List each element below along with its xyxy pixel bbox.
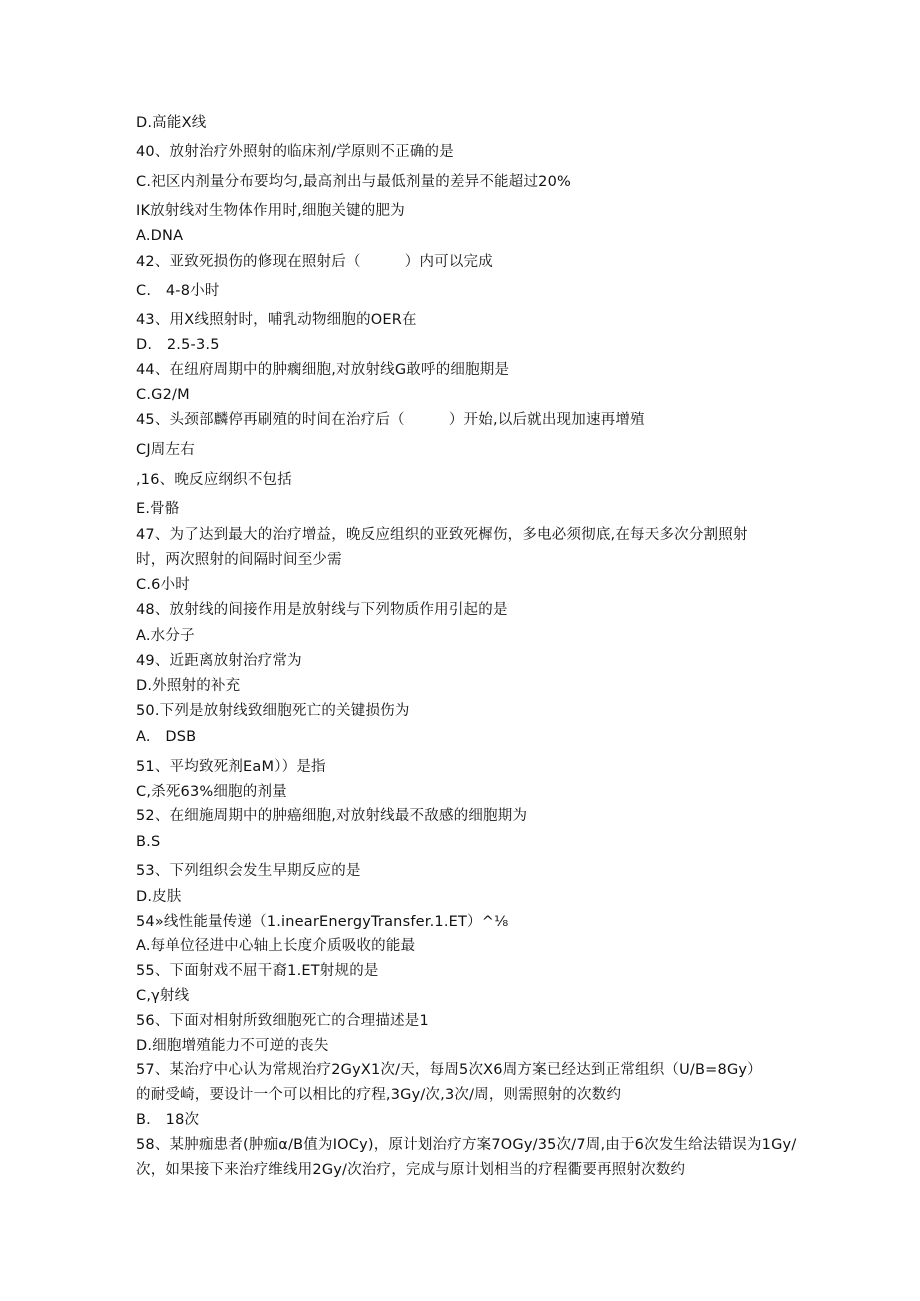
question-line: 48、放射线的间接作用是放射线与下列物质作用引起的是 (136, 602, 508, 618)
question-line: 42、亚致死损伤的修现在照射后（ ）内可以完成 (136, 254, 493, 270)
answer-line: C. 4-8小时 (136, 283, 220, 299)
question-line-continued: 时，两次照射的间隔时间至少需 (136, 552, 342, 568)
question-line: 50.下列是放射线致细胞死亡的关键损伤为 (136, 703, 410, 719)
answer-line: A. DSB (136, 729, 197, 745)
answer-line: D.细胞增殖能力不可逆的丧失 (136, 1038, 329, 1054)
question-line: 56、下面对相射所致细胞死亡的合理描述是1 (136, 1013, 429, 1029)
question-line: 58、某肿痂患者(肿痂α/B值为IOCy)，原计划治疗方案7OGy/35次/7周,由于6次发生给法错误为1Gy/ (136, 1137, 797, 1153)
question-line: 47、为了达到最大的治疗增益，晚反应组织的亚致死樨伤，多电必须彻底,在每天多次分割照射 (136, 527, 748, 543)
question-line: 52、在细施周期中的肿癌细胞,对放射线最不敌感的细胞期为 (136, 808, 528, 824)
answer-line: A.DNA (136, 228, 184, 244)
question-line-continued: 次，如果接下来治疗维线用2Gy/次治疗，完成与原计划相当的疗程衢要再照射次数约 (136, 1162, 686, 1178)
question-line: 49、近距离放射治疗常为 (136, 653, 302, 669)
answer-line: C,γ射线 (136, 988, 190, 1004)
question-line: 54»线性能量传递（1.inearEnergyTransfer.1.ET）^⅛ (136, 914, 509, 930)
answer-line: C.G2/M (136, 387, 190, 403)
answer-line: B.S (136, 834, 161, 850)
question-line: 43、用X线照射时，哺乳动物细胞的OER在 (136, 312, 417, 328)
question-line: ,16、晚反应纲织不包括 (136, 472, 292, 488)
answer-line: A.每单位径进中心轴上长度介质吸收的能最 (136, 938, 416, 954)
question-line: IK放射线对生物体作用时,细胞关键的肥为 (136, 203, 405, 219)
question-line: 45、头颈部麟停再刷殖的时间在治疗后（ ）开始,以后就出现加速再增殖 (136, 412, 645, 428)
answer-line: B. 18次 (136, 1112, 200, 1128)
answer-line: C.祀区内剂量分布要均匀,最高剂出与最低剂量的差异不能超过20% (136, 174, 571, 190)
answer-line: A.水分子 (136, 628, 195, 644)
answer-line: E.骨骼 (136, 501, 180, 517)
question-line: 40、放射治疗外照射的临床剂/学原则不正确的是 (136, 144, 454, 160)
answer-line: D.外照射的补充 (136, 678, 241, 694)
answer-line: C,杀死63%细胞的剂量 (136, 784, 287, 800)
answer-line: C.6小时 (136, 577, 190, 593)
question-line-continued: 的耐受崎，要设计一个可以相比的疗程,3Gy/次,3次/周，则需照射的次数约 (136, 1087, 622, 1103)
answer-line: D.高能X线 (136, 115, 207, 131)
answer-line: CJ周左右 (136, 442, 195, 458)
answer-line: D. 2.5-3.5 (136, 337, 220, 353)
question-line: 53、下列组织会发生早期反应的是 (136, 863, 361, 879)
question-line: 57、某治疗中心认为常规治疗2GyX1次/天，每周5次X6周方案已经达到正常组织（U/B=8Gy） (136, 1062, 762, 1078)
question-line: 44、在纽府周期中的肿瘸细胞,对放射线G敢呼的细胞期是 (136, 362, 510, 378)
answer-line: D.皮肤 (136, 889, 182, 905)
question-line: 55、下面射戏不屈干裔1.ET射规的是 (136, 963, 379, 979)
question-line: 51、平均致死剂EaM））是指 (136, 759, 326, 775)
